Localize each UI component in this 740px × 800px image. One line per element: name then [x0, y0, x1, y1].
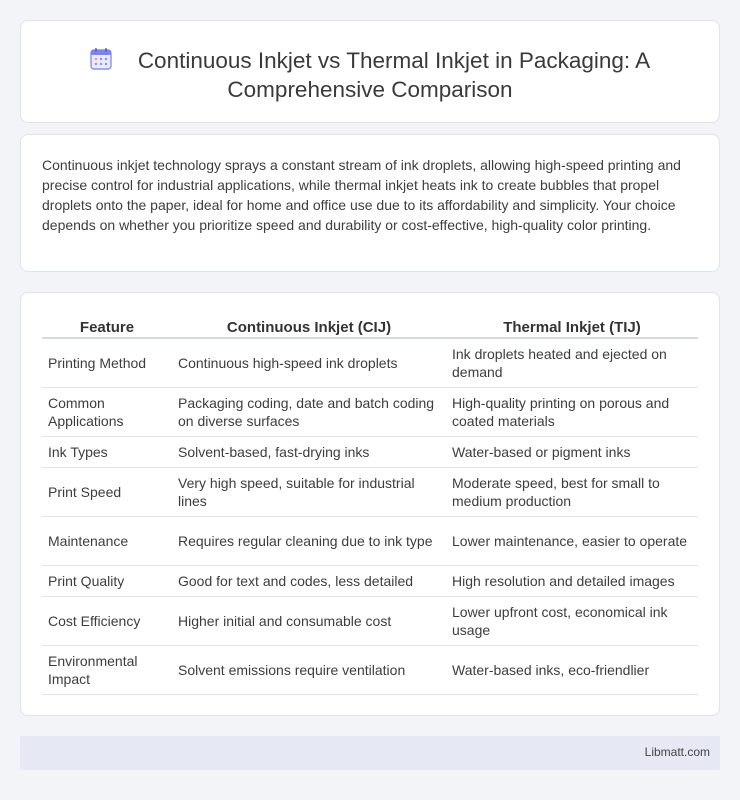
table-row [42, 339, 698, 388]
tij-cell: Moderate speed, best for small to medium production [446, 468, 698, 517]
feature-cell: Print Speed [42, 468, 172, 517]
title-card [20, 20, 720, 123]
feature-cell: Environmental Impact [42, 646, 172, 695]
feature-cell: Ink Types [42, 437, 172, 468]
tij-cell: High resolution and detailed images [446, 566, 698, 597]
table-row [42, 566, 698, 597]
cij-cell: Continuous high-speed ink droplets [172, 339, 446, 388]
feature-cell: Cost Efficiency [42, 597, 172, 646]
feature-cell: Print Quality [42, 566, 172, 597]
tij-cell: Water-based inks, eco-friendlier [446, 646, 698, 695]
footer-bar [20, 736, 720, 770]
calendar-icon [90, 48, 112, 70]
page-title: Continuous Inkjet vs Thermal Inkjet in Packaging: A Comprehensive Comparison [137, 48, 651, 102]
tij-cell: High-quality printing on porous and coated materials [446, 388, 698, 437]
cij-cell: Packaging coding, date and batch coding on diverse surfaces [172, 388, 446, 437]
table-row [42, 646, 698, 695]
header-feature: Feature [42, 315, 172, 339]
cij-cell: Good for text and codes, less detailed [172, 566, 446, 597]
cij-cell: Solvent emissions require ventilation [172, 646, 446, 695]
feature-cell: Maintenance [42, 517, 172, 566]
table-row [42, 388, 698, 437]
table-header-row [42, 315, 698, 339]
feature-cell: Printing Method [42, 339, 172, 388]
table-row [42, 517, 698, 566]
footer-site-link[interactable]: Libmatt.com [644, 745, 710, 759]
table-row [42, 437, 698, 468]
summary-text: Continuous inkjet technology sprays a constant stream of ink droplets, allowing high-speed printing and precise control for industrial applications, while thermal inkjet heats ink to create bubbles that propel droplets onto the paper, ideal for home and office use due to its affordability and simplicity. Your choice depends on whether you prioritize speed and durability or cost-effective, high-quality color printing. [42, 157, 681, 233]
tij-cell: Lower upfront cost, economical ink usage [446, 597, 698, 646]
tij-cell: Ink droplets heated and ejected on demand [446, 339, 698, 388]
feature-cell: Common Applications [42, 388, 172, 437]
cij-cell: Requires regular cleaning due to ink type [172, 517, 446, 566]
cij-cell: Solvent-based, fast-drying inks [172, 437, 446, 468]
tij-cell: Water-based or pigment inks [446, 437, 698, 468]
tij-cell: Lower maintenance, easier to operate [446, 517, 698, 566]
cij-cell: Very high speed, suitable for industrial lines [172, 468, 446, 517]
header-tij: Thermal Inkjet (TIJ) [446, 315, 698, 339]
comparison-table [42, 315, 698, 695]
table-row [42, 597, 698, 646]
table-row [42, 468, 698, 517]
title-block [21, 46, 719, 104]
comparison-card [20, 292, 720, 716]
cij-cell: Higher initial and consumable cost [172, 597, 446, 646]
header-cij: Continuous Inkjet (CIJ) [172, 315, 446, 339]
summary-card [20, 134, 720, 272]
